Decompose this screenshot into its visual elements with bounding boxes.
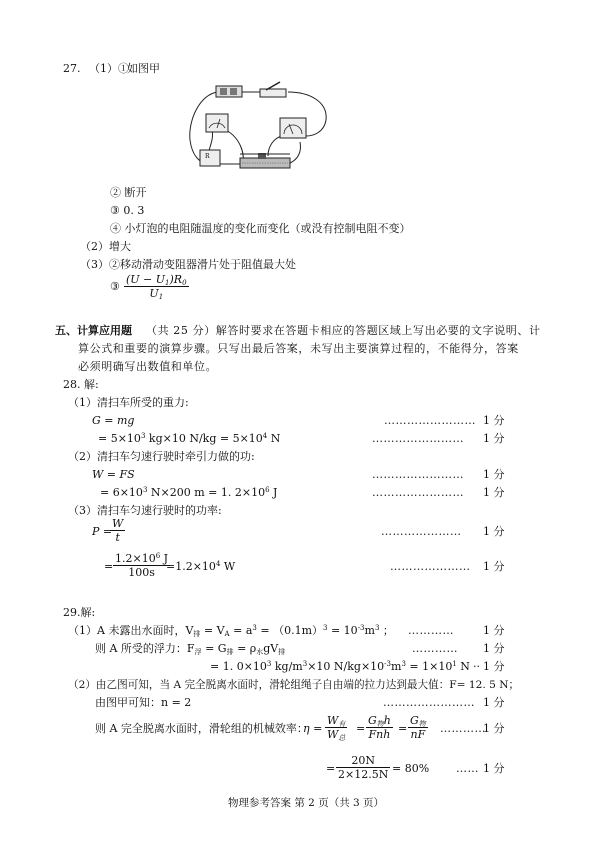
q28-dots-6: ………………… [390,560,471,573]
q28-dots-5: ………………… [381,525,462,538]
section5-title: 五、计算应用题 [55,324,132,337]
q29-efficiency-text: 则 A 完全脱离水面时，滑轮组的机械效率： [95,722,308,735]
q29-buoyancy-calc: = 1. $0\times 10^3$ $kg/m^3\times 10$ $N/kg\times 10^{-3}m^3 = 1\times 10^1$ N [210,660,470,673]
q28-power-calc-fraction: $\frac{1.2\times 10^6 J}{100s}$ [115,552,169,579]
q27-item2: ② 断开 [110,186,147,199]
q28-power-calc-eq: = [104,560,114,573]
q29-dots-4: …………………… [383,696,475,709]
q29-number: 29.解: [63,606,96,619]
q27-item3: ③ 0. 3 [110,204,145,217]
section5-desc-line3: 必须明确写出数值和单位。 [78,360,218,373]
ammeter-icon [280,118,306,138]
q28-gravity-calc: = $5\times 10^3$ kg×10 $N/kg = 5\times 10^4$ N [98,432,281,445]
section5-desc-line2: 算公式和重要的演算步骤。只写出最后答案，未写出主要演算过程的，不能得分，答案 [78,342,519,355]
q28-part2: （2）清扫车匀速行驶时牵引力做的功: [68,450,255,463]
q28-part1: （1）清扫车所受的重力: [68,396,189,409]
svg-text:R: R [205,153,210,160]
q28-power-fraction: $\frac{W}{t}$ [112,517,124,544]
battery-icon [216,86,242,97]
q28-dots-4: …………………… [372,486,464,499]
q29-part2: （2）由乙图可知，当 A 完全脱离水面时，滑轮组绳子自由端的拉力达到最大值：F= 12. 5 N； [68,679,520,691]
q29-score-2: 1 分 [483,642,505,655]
q27-formula: $\frac{(U - U_1)R_0}{U_1}$ [126,273,187,301]
q29-dots-1: ………… [408,624,454,637]
q29-dots-2: ………… [412,642,458,655]
q29-score-4: 1 分 [483,696,505,709]
q29-score-6: 1 分 [483,762,505,775]
switch-icon [260,82,286,97]
q28-score-3: 1 分 [483,468,505,481]
q27-part3-item3-label: ③ [110,280,120,293]
q28-work-formula: W = FS [92,468,135,481]
q28-score-1: 1 分 [483,414,505,427]
q29-eta-fraction-1: $W_有$ $W_总$ [327,714,346,742]
q28-score-4: 1 分 [483,486,505,499]
q28-gravity-formula: G = mg [92,414,135,427]
circuit-diagram [180,80,340,180]
section5-desc-line1: （共 25 分）解答时要求在答题卡相应的答题区域上写出必要的文字说明、计 [146,324,541,337]
q27-number: 27. [63,62,81,75]
q28-dots-3: …………………… [372,468,464,481]
q29-eta-calc-fraction: $\frac{20N}{2\times 12.5N}$ [338,754,389,781]
q27-part1-label: （1）① [89,62,129,75]
q29-part1: （1）A 未露出水面时，$V_排 = V_A = a^3 = (0.1m)^3 = 10^{-3}m^3$ ； [68,624,394,638]
q29-dots-6: …… [456,762,479,775]
q29-eq-sign-1: = [356,722,366,735]
q29-eta-fraction-2: $G_物h$ Fnh [368,714,391,741]
q28-number: 28. 解: [63,378,99,391]
q28-part3: （3）清扫车匀速行驶时的功率: [68,504,222,517]
q28-score-2: 1 分 [483,432,505,445]
q29-score-3: 1 分 [483,660,505,673]
q27-item4: ④ 小灯泡的电阻随温度的变化而变化（或没有控制电阻不变） [110,222,411,235]
rheostat-icon [240,153,290,168]
q27-part2: （2）增大 [80,240,131,253]
q29-buoyancy: 则 A 所受的浮力：$F_浮 = G_排 = \rho_水gV_排$ [95,642,286,656]
q29-part2-n: 由图甲可知：n = 2 [95,696,192,709]
q29-eq-sign-3: = [326,762,336,775]
q28-dots-1: …………………… [384,414,476,427]
voltmeter-icon [206,114,228,132]
resistor-icon [200,150,220,166]
q29-dots-3: ·· [473,660,480,673]
q29-eta-result: = 80% [392,762,430,775]
q28-work-calc: = $6\times 10^3$ N×200 m = 1. $2\times 10^6$ J [100,486,278,499]
q28-score-6: 1 分 [483,560,505,573]
q29-score-5: 1 分 [483,722,505,735]
q29-eq-sign-2: = [398,722,408,735]
page-footer: 物理参考答案 第 2 页（共 3 页） [228,797,385,809]
q27-part3: （3）②移动滑动变阻器滑片处于阻值最大处 [80,258,296,271]
q27-part1-text: 如图甲 [127,62,160,75]
q28-power-lhs: P = [92,525,113,538]
q29-dots-5: ………… [440,722,486,735]
q28-dots-2: …………………… [372,432,464,445]
q28-power-result: $=1.2\times 10^4$ W [166,560,236,573]
q28-score-5: 1 分 [483,525,505,538]
q29-eta-fraction-3: $G_物$ nF [410,714,426,741]
q29-eta: η = [303,722,323,735]
q29-score-1: 1 分 [483,624,505,637]
